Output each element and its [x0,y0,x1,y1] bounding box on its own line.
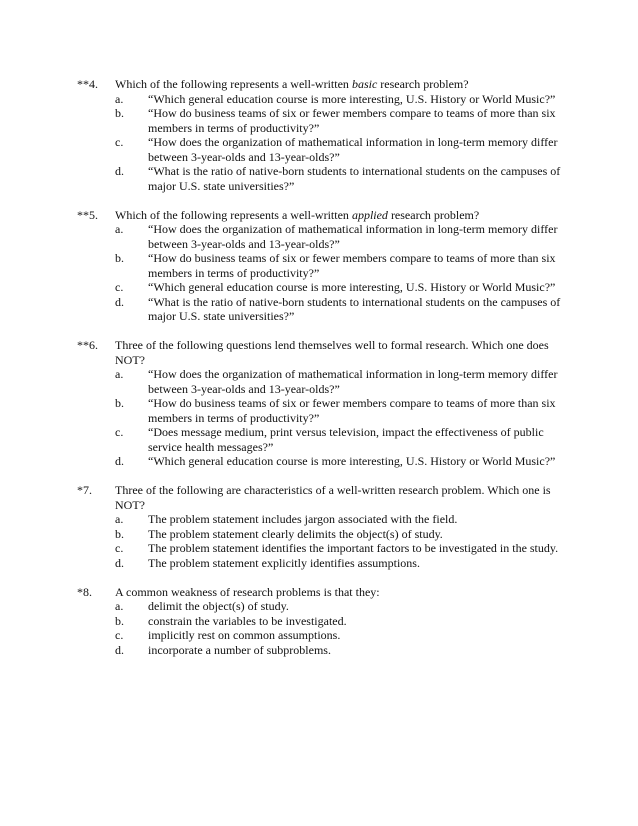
option-letter: a. [115,222,124,236]
question-number: **4. [77,77,98,91]
option-text: “Which general education course is more interesting, U.S. History or World Music?” [148,91,556,106]
option-a [0,599,638,614]
option-text: “Does message medium, print versus television, impact the effectiveness of public service health messages?” [148,425,544,454]
option-d [0,164,638,193]
option-text: constrain the variables to be investigated. [148,613,347,628]
answer-options [0,599,638,657]
option-a [0,512,638,527]
option-text: implicitly rest on common assumptions. [148,628,341,642]
option-letter: a. [115,91,124,106]
option-letter: b. [115,396,124,410]
option-text: The problem statement includes jargon associated with the field. [148,512,458,526]
question-8 [0,585,638,658]
question-5 [0,208,638,324]
option-c [0,135,638,164]
option-c [0,628,638,643]
option-letter: c. [115,628,124,642]
option-letter: d. [115,294,124,309]
option-text: “How do business teams of six or fewer members compare to teams of more than six members in terms of productivity?” [148,396,556,425]
option-text: The problem statement explicitly identifies assumptions. [148,555,420,570]
option-b [0,527,638,542]
stem-text: Which of the following represents a well-written [115,77,352,91]
option-letter: c. [115,280,124,294]
answer-options [0,92,638,194]
question-number: *8. [77,584,92,599]
option-letter: b. [115,251,124,265]
option-letter: d. [115,164,124,178]
option-b [0,396,638,425]
option-c [0,541,638,556]
answer-options [0,512,638,570]
question-stem [115,208,575,223]
question-number: **5. [77,207,98,222]
option-text: “What is the ratio of native-born students to international students on the campuses of major U.S. state universities?” [148,164,561,193]
question-stem: Three of the following are characteristics of a well-written research problem. Which one is NOT? [115,483,551,512]
option-text: “What is the ratio of native-born students to international students on the campuses of major U.S. state universities?” [148,294,561,323]
option-text: “How does the organization of mathematical information in long-term memory differ between 3-year-olds and 13-year-olds?” [148,222,558,251]
option-c [0,280,638,295]
option-text: “How do business teams of six or fewer members compare to teams of more than six members in terms of productivity?” [148,106,556,135]
option-letter: b. [115,613,124,628]
option-a [0,222,638,251]
question-number: **6. [77,338,98,352]
option-letter: d. [115,454,124,468]
option-d [0,643,638,658]
option-text: incorporate a number of subproblems. [148,642,331,657]
option-a [0,367,638,396]
question-stem: A common weakness of research problems is that they: [115,584,380,599]
option-text: “Which general education course is more interesting, U.S. History or World Music?” [148,280,556,294]
option-letter: c. [115,425,124,439]
question-number: *7. [77,483,92,497]
option-letter: d. [115,555,124,570]
option-text: “How do business teams of six or fewer members compare to teams of more than six members in terms of productivity?” [148,251,556,280]
option-b [0,106,638,135]
question-stem: Three of the following questions lend themselves well to formal research. Which one does NOT? [115,338,549,367]
option-c [0,425,638,454]
option-letter: a. [115,367,124,381]
option-letter: b. [115,526,124,541]
stem-emphasis: applied [351,207,388,222]
option-text: “How does the organization of mathematical information in long-term memory differ between 3-year-olds and 13-year-olds?” [148,135,558,164]
question-stem [115,77,575,92]
document-page [0,77,638,672]
stem-text: Which of the following represents a well-written [115,207,352,222]
stem-text-end: research problem? [377,77,469,91]
question-4 [0,77,638,193]
question-6 [0,338,638,469]
option-text: “How does the organization of mathematical information in long-term memory differ between 3-year-olds and 13-year-olds?” [148,367,558,396]
answer-options [0,367,638,469]
option-letter: c. [115,135,124,149]
option-letter: a. [115,512,124,526]
option-d [0,454,638,469]
option-letter: c. [115,541,124,555]
answer-options [0,222,638,324]
option-text: The problem statement identifies the important factors to be investigated in the study. [148,541,559,555]
option-text: “Which general education course is more interesting, U.S. History or World Music?” [148,454,556,468]
option-b [0,251,638,280]
option-text: The problem statement clearly delimits the object(s) of study. [148,526,443,541]
option-text: delimit the object(s) of study. [148,599,289,613]
option-letter: a. [115,599,124,613]
option-letter: b. [115,106,124,120]
stem-text-end: research problem? [387,207,480,222]
option-d [0,295,638,324]
option-a [0,92,638,107]
question-7 [0,483,638,570]
option-b [0,614,638,629]
stem-emphasis: basic [351,77,378,91]
option-letter: d. [115,642,124,657]
option-d [0,556,638,571]
